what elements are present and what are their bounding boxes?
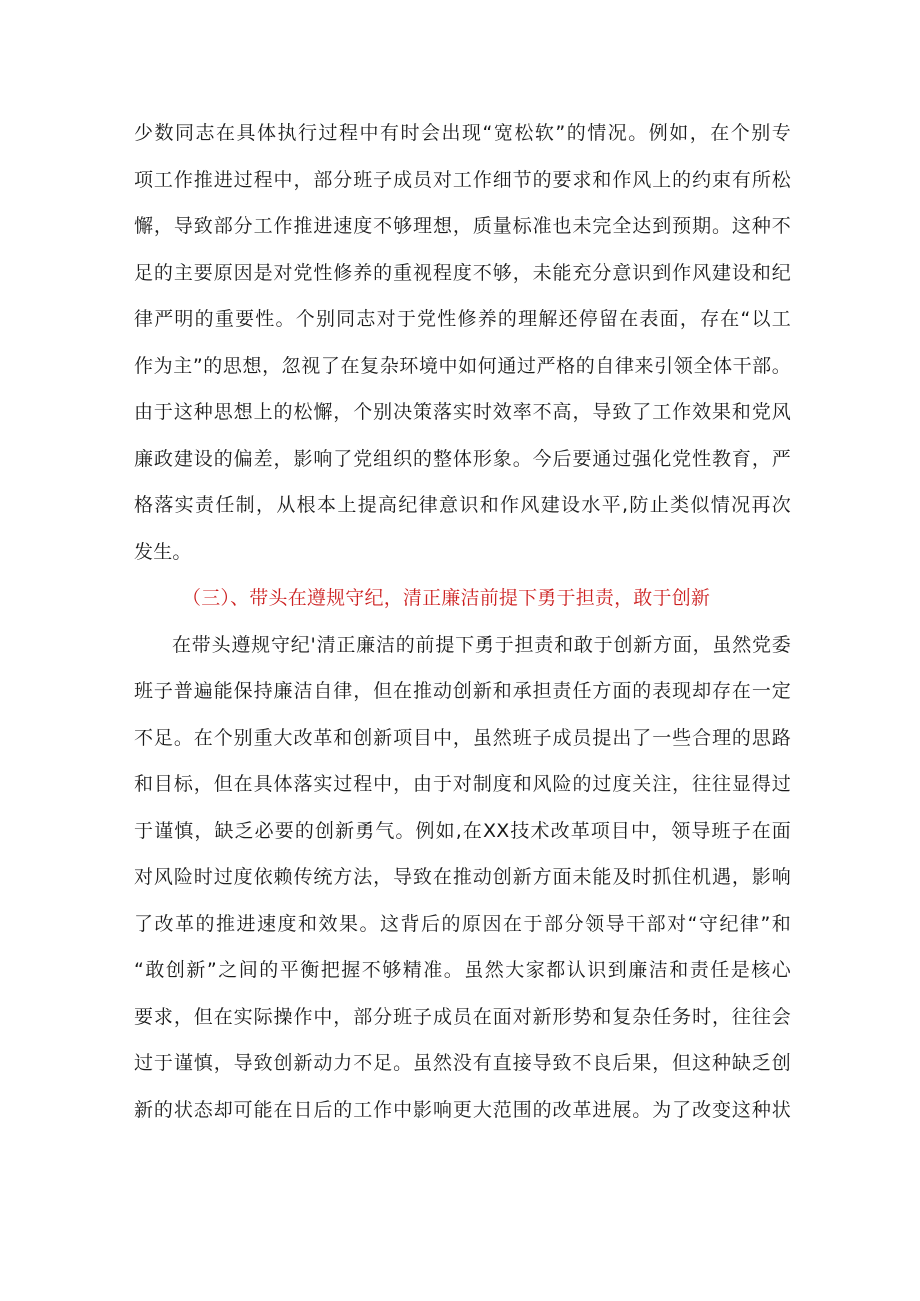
paragraph-1 [134,110,791,575]
text-line: 作为主”的思想，忽视了在复杂环境中如何通过严格的自律来引领全体干部。 [134,354,791,377]
text-line: 律严明的重要性。个别同志对于党性修养的理解还停留在表面，存在“以工 [134,308,791,330]
text-line: 足的主要原因是对党性修养的重视程度不够，未能充分意识到作风建设和纪 [134,261,791,284]
text-line: 少数同志在具体执行过程中有时会出现“宽松软”的情况。例如，在个别专 [134,122,791,144]
text-line: 新的状态却可能在日后的工作中影响更大范围的改革进展。为了改变这种状 [134,1098,791,1121]
text-line: 不足。在个别重大改革和创新项目中，虽然班子成员提出了一些合理的思路 [134,726,791,749]
paragraph-2 [134,622,791,1134]
text-line: 过于谨慎，导致创新动力不足。虽然没有直接导致不良后果，但这种缺乏创 [134,1052,791,1074]
text-line: 班子普遍能保持廉洁自律，但在推动创新和承担责任方面的表现却存在一定 [134,680,791,702]
text-line: 要求，但在实际操作中，部分班子成员在面对新形势和复杂任务时，往往会 [134,1005,791,1028]
text-line: “敢创新”之间的平衡把握不够精准。虽然大家都认识到廉洁和责任是核心 [134,959,791,981]
text-line: 了改革的推进速度和效果。这背后的原因在于部分领导干部对“守纪律”和 [134,912,791,935]
text-line: 发生。 [134,540,192,563]
text-line: 在带头遵规守纪'清正廉洁的前提下勇于担责和敢于创新方面，虽然党委 [172,633,791,656]
text-line: 由于这种思想上的松懈，个别决策落实时效率不高，导致了工作效果和党风 [134,401,791,423]
text-line: 项工作推进过程中，部分班子成员对工作细节的要求和作风上的约束有所松 [134,168,791,191]
text-line: 廉政建设的偏差，影响了党组织的整体形象。今后要通过强化党性教育，严 [134,447,791,470]
text-line: 格落实责任制，从根本上提高纪律意识和作风建设水平,防止类似情况再次 [134,494,791,516]
text-line: 于谨慎，缺乏必要的创新勇气。例如,在XX技术改革项目中，领导班子在面 [134,819,791,842]
text-line: 懈，导致部分工作推进速度不够理想，质量标准也未完全达到预期。这种不 [134,215,791,237]
section-heading: （三）、带头在遵规守纪，清正廉洁前提下勇于担责，敢于创新 [182,587,711,609]
text-line: 和目标，但在具体落实过程中，由于对制度和风险的过度关注，往往显得过 [134,773,791,795]
text-line: 对风险时过度依赖传统方法，导致在推动创新方面未能及时抓住机遇，影响 [134,866,791,888]
document-page [134,110,791,1133]
